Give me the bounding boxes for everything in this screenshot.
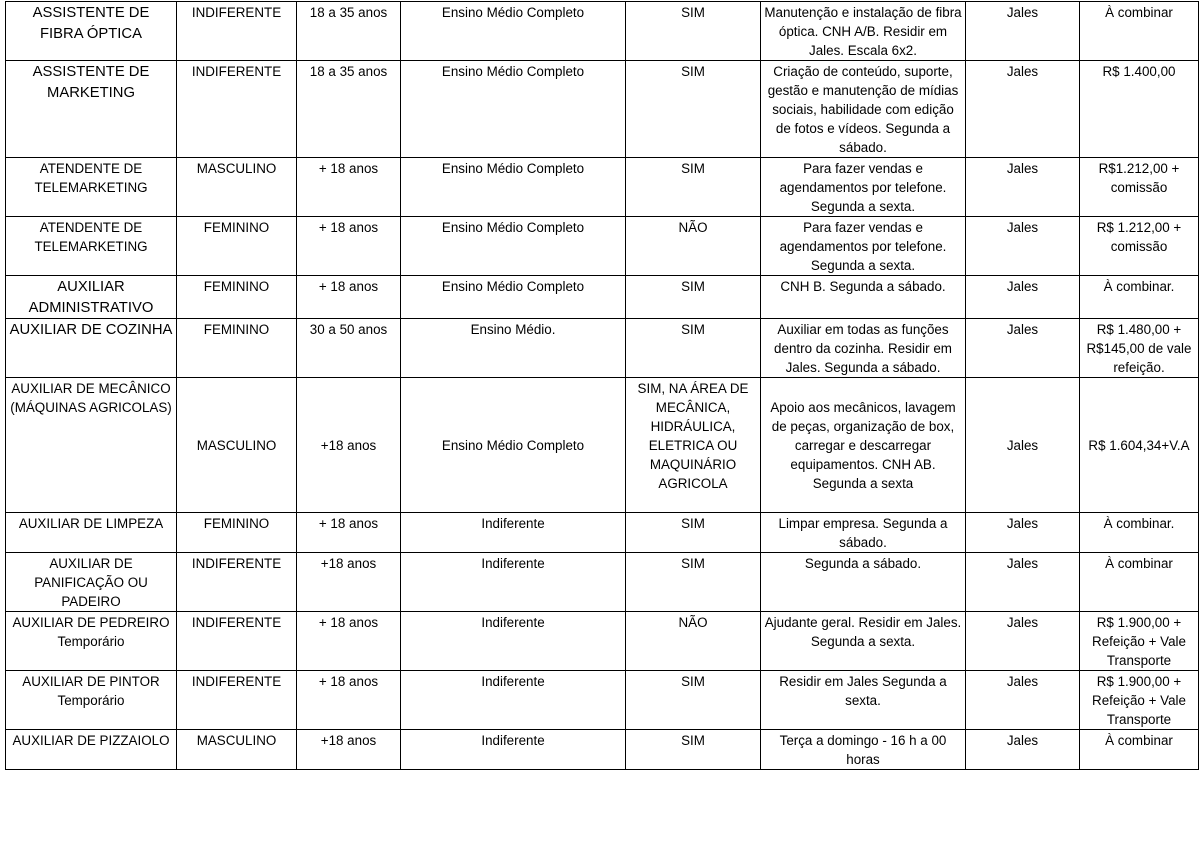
cell-cidade: Jales xyxy=(966,378,1080,513)
cell-cargo: ASSISTENTE DE FIBRA ÓPTICA xyxy=(6,2,177,61)
cell-cargo: AUXILIAR DE COZINHA xyxy=(6,319,177,378)
table-row xyxy=(6,553,1199,612)
cell-experiencia: SIM xyxy=(626,319,761,378)
cell-salario: R$ 1.604,34+V.A xyxy=(1080,378,1199,513)
cell-descricao: Para fazer vendas e agendamentos por telefone. Segunda a sexta. xyxy=(761,217,966,276)
cell-salario: À combinar xyxy=(1080,553,1199,612)
cell-cargo: AUXILIAR DE PEDREIRO Temporário xyxy=(6,612,177,671)
cell-escolaridade: Indiferente xyxy=(401,671,626,730)
cell-idade: +18 anos xyxy=(297,730,401,770)
cell-sexo: INDIFERENTE xyxy=(177,671,297,730)
cell-cargo: AUXILIAR DE PANIFICAÇÃO OU PADEIRO xyxy=(6,553,177,612)
cell-sexo: FEMININO xyxy=(177,217,297,276)
cell-sexo: MASCULINO xyxy=(177,730,297,770)
cell-salario: R$ 1.480,00 + R$145,00 de vale refeição. xyxy=(1080,319,1199,378)
cell-cidade: Jales xyxy=(966,612,1080,671)
cell-escolaridade: Ensino Médio Completo xyxy=(401,158,626,217)
table-row xyxy=(6,319,1199,378)
cell-cidade: Jales xyxy=(966,553,1080,612)
cell-escolaridade: Indiferente xyxy=(401,513,626,553)
cell-salario: R$ 1.900,00 + Refeição + Vale Transporte xyxy=(1080,612,1199,671)
cell-cargo: ATENDENTE DE TELEMARKETING xyxy=(6,217,177,276)
cell-escolaridade: Ensino Médio Completo xyxy=(401,2,626,61)
cell-cidade: Jales xyxy=(966,158,1080,217)
cell-sexo: INDIFERENTE xyxy=(177,2,297,61)
table-row xyxy=(6,730,1199,770)
cell-experiencia: SIM xyxy=(626,61,761,158)
cell-descricao: Apoio aos mecânicos, lavagem de peças, organização de box, carregar e descarregar equipamentos. CNH AB. Segunda a sexta xyxy=(761,378,966,513)
cell-idade: +18 anos xyxy=(297,553,401,612)
cell-experiencia: SIM xyxy=(626,276,761,319)
cell-cidade: Jales xyxy=(966,276,1080,319)
cell-descricao: Segunda a sábado. xyxy=(761,553,966,612)
cell-salario: À combinar. xyxy=(1080,513,1199,553)
cell-experiencia: SIM, NA ÁREA DE MECÂNICA, HIDRÁULICA, ELETRICA OU MAQUINÁRIO AGRICOLA xyxy=(626,378,761,513)
cell-experiencia: SIM xyxy=(626,553,761,612)
job-listings-table xyxy=(5,1,1199,770)
cell-sexo: FEMININO xyxy=(177,319,297,378)
cell-cargo: AUXILIAR DE MECÂNICO (MÁQUINAS AGRICOLAS) xyxy=(6,378,177,513)
cell-escolaridade: Ensino Médio Completo xyxy=(401,378,626,513)
cell-cidade: Jales xyxy=(966,730,1080,770)
cell-escolaridade: Ensino Médio. xyxy=(401,319,626,378)
cell-descricao: Limpar empresa. Segunda a sábado. xyxy=(761,513,966,553)
cell-idade: + 18 anos xyxy=(297,158,401,217)
cell-cargo: ASSISTENTE DE MARKETING xyxy=(6,61,177,158)
cell-descricao: Ajudante geral. Residir em Jales. Segunda a sexta. xyxy=(761,612,966,671)
cell-descricao: Manutenção e instalação de fibra óptica. CNH A/B. Residir em Jales. Escala 6x2. xyxy=(761,2,966,61)
cell-salario: À combinar xyxy=(1080,730,1199,770)
cell-cidade: Jales xyxy=(966,671,1080,730)
cell-idade: + 18 anos xyxy=(297,513,401,553)
cell-descricao: Auxiliar em todas as funções dentro da cozinha. Residir em Jales. Segunda a sábado. xyxy=(761,319,966,378)
cell-cidade: Jales xyxy=(966,513,1080,553)
cell-cidade: Jales xyxy=(966,61,1080,158)
cell-experiencia: NÃO xyxy=(626,612,761,671)
cell-escolaridade: Ensino Médio Completo xyxy=(401,217,626,276)
cell-idade: 30 a 50 anos xyxy=(297,319,401,378)
cell-sexo: INDIFERENTE xyxy=(177,61,297,158)
cell-escolaridade: Ensino Médio Completo xyxy=(401,61,626,158)
cell-salario: R$ 1.212,00 + comissão xyxy=(1080,217,1199,276)
cell-idade: + 18 anos xyxy=(297,276,401,319)
cell-experiencia: SIM xyxy=(626,2,761,61)
cell-cargo: AUXILIAR DE LIMPEZA xyxy=(6,513,177,553)
table-row xyxy=(6,2,1199,61)
cell-escolaridade: Indiferente xyxy=(401,730,626,770)
table-row xyxy=(6,612,1199,671)
cell-sexo: MASCULINO xyxy=(177,158,297,217)
cell-salario: R$1.212,00 + comissão xyxy=(1080,158,1199,217)
table-row xyxy=(6,276,1199,319)
cell-idade: + 18 anos xyxy=(297,217,401,276)
cell-sexo: INDIFERENTE xyxy=(177,553,297,612)
cell-descricao: Para fazer vendas e agendamentos por telefone. Segunda a sexta. xyxy=(761,158,966,217)
table-row xyxy=(6,61,1199,158)
cell-sexo: MASCULINO xyxy=(177,378,297,513)
table-row xyxy=(6,513,1199,553)
table-row xyxy=(6,217,1199,276)
cell-cargo: AUXILIAR DE PINTOR Temporário xyxy=(6,671,177,730)
cell-idade: 18 a 35 anos xyxy=(297,61,401,158)
cell-descricao: Residir em Jales Segunda a sexta. xyxy=(761,671,966,730)
cell-experiencia: SIM xyxy=(626,158,761,217)
cell-cargo: ATENDENTE DE TELEMARKETING xyxy=(6,158,177,217)
cell-sexo: FEMININO xyxy=(177,513,297,553)
cell-escolaridade: Indiferente xyxy=(401,612,626,671)
cell-experiencia: SIM xyxy=(626,730,761,770)
cell-salario: À combinar xyxy=(1080,2,1199,61)
cell-escolaridade: Indiferente xyxy=(401,553,626,612)
cell-salario: R$ 1.400,00 xyxy=(1080,61,1199,158)
cell-sexo: INDIFERENTE xyxy=(177,612,297,671)
cell-experiencia: NÃO xyxy=(626,217,761,276)
cell-experiencia: SIM xyxy=(626,671,761,730)
cell-salario: R$ 1.900,00 + Refeição + Vale Transporte xyxy=(1080,671,1199,730)
cell-idade: +18 anos xyxy=(297,378,401,513)
cell-idade: + 18 anos xyxy=(297,671,401,730)
cell-cargo: AUXILIAR DE PIZZAIOLO xyxy=(6,730,177,770)
table-row xyxy=(6,158,1199,217)
table-row xyxy=(6,671,1199,730)
cell-escolaridade: Ensino Médio Completo xyxy=(401,276,626,319)
cell-cidade: Jales xyxy=(966,217,1080,276)
cell-cidade: Jales xyxy=(966,2,1080,61)
cell-experiencia: SIM xyxy=(626,513,761,553)
cell-cargo: AUXILIAR ADMINISTRATIVO xyxy=(6,276,177,319)
table-row xyxy=(6,378,1199,513)
cell-descricao: CNH B. Segunda a sábado. xyxy=(761,276,966,319)
cell-descricao: Criação de conteúdo, suporte, gestão e manutenção de mídias sociais, habilidade com edição de fotos e vídeos. Segunda a sábado. xyxy=(761,61,966,158)
cell-sexo: FEMININO xyxy=(177,276,297,319)
cell-salario: À combinar. xyxy=(1080,276,1199,319)
cell-idade: 18 a 35 anos xyxy=(297,2,401,61)
cell-descricao: Terça a domingo - 16 h a 00 horas xyxy=(761,730,966,770)
cell-cidade: Jales xyxy=(966,319,1080,378)
cell-idade: + 18 anos xyxy=(297,612,401,671)
